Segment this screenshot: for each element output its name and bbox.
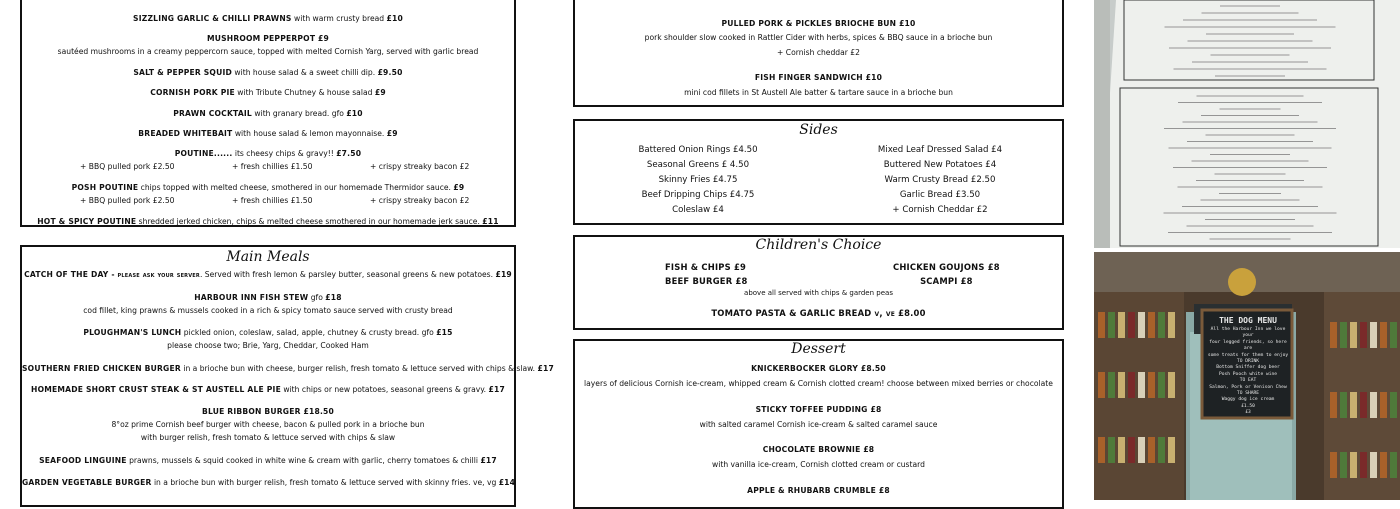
bottle	[1108, 372, 1115, 398]
bottle	[1158, 372, 1165, 398]
menu-item	[22, 407, 514, 417]
bottle	[1330, 392, 1337, 418]
board-line: TO SHARE	[1236, 391, 1260, 397]
item-name: PULLED PORK & PICKLES BRIOCHE BUN £10	[721, 19, 916, 28]
bottle	[1168, 312, 1175, 338]
bottle	[1138, 437, 1145, 463]
menu-item	[22, 270, 514, 280]
menu-item	[22, 129, 514, 139]
item-desc: with granary bread. gfo	[251, 109, 347, 118]
bottle	[1370, 392, 1377, 418]
list-item: Seasonal Greens £ 4.50	[646, 160, 750, 170]
bottle	[1340, 392, 1347, 418]
childrens-left-column	[665, 260, 748, 288]
bottle	[1390, 322, 1397, 348]
menu-item	[575, 486, 1062, 496]
option-item: + crispy streaky bacon £2	[370, 162, 470, 171]
bottle	[1360, 322, 1367, 348]
menu-item	[575, 445, 1062, 455]
bottle	[1138, 312, 1145, 338]
bottle	[1108, 312, 1115, 338]
dessert-title: Dessert	[791, 341, 846, 357]
menu-item	[22, 364, 554, 374]
menu-item	[22, 183, 514, 193]
bottle	[1148, 437, 1155, 463]
item-price: £9	[453, 183, 465, 192]
board-line: TO EAT	[1239, 378, 1257, 384]
item-desc: its cheesy chips & gravy!!	[232, 149, 337, 158]
list-item: SCAMPI £8	[920, 276, 973, 286]
menu-item	[22, 456, 514, 466]
item-desc: shredded jerked chicken, chips & melted cheese smothered in our homemade jerk sauce.	[136, 217, 483, 226]
item-desc: with house salad & lemon mayonnaise.	[232, 129, 387, 138]
item-desc: pickled onion, coleslaw, salad, apple, chutney & crusty bread. gfo	[181, 328, 437, 337]
menu-item	[575, 405, 1062, 415]
item-price: £11	[482, 217, 499, 226]
bottle	[1380, 392, 1387, 418]
item-name: SALT & PEPPER SQUID	[133, 68, 232, 77]
bottle	[1350, 322, 1357, 348]
menu-item	[22, 68, 514, 78]
bottle	[1108, 437, 1115, 463]
item-name: PRAWN COCKTAIL	[173, 109, 252, 118]
item-price: £19	[495, 270, 512, 279]
bottle	[1118, 437, 1125, 463]
item-name: FISH FINGER SANDWICH £10	[754, 73, 883, 82]
item-name: KNICKERBOCKER GLORY £8.50	[751, 364, 886, 373]
list-item: CHICKEN GOUJONS £8	[893, 262, 1000, 272]
board-line: All the Harbour Inn we love your	[1210, 327, 1286, 339]
item-price: £14	[498, 478, 516, 487]
bottle	[1158, 312, 1165, 338]
list-item: Skinny Fries £4.75	[658, 175, 738, 185]
bottle	[1158, 437, 1165, 463]
item-name: SOUTHERN FRIED CHICKEN BURGER	[22, 364, 181, 373]
list-item: Battered Onion Rings £4.50	[638, 145, 758, 155]
sides-left-column	[633, 143, 763, 218]
bottle	[1370, 322, 1377, 348]
menu-item	[22, 385, 514, 395]
board-price: £1.50	[1241, 403, 1255, 409]
item-name: SEAFOOD LINGUINE	[39, 456, 127, 465]
item-name: POUTINE......	[174, 149, 233, 158]
item-price: £7.50	[336, 149, 362, 158]
list-item: BEEF BURGER £8	[665, 276, 748, 286]
menu-item	[575, 73, 1062, 83]
item-description: with vanilla ice-cream, Cornish clotted cream or custard	[712, 460, 925, 469]
item-price: £10	[346, 109, 363, 118]
bottle	[1098, 437, 1105, 463]
childrens-extra: TOMATO PASTA & GARLIC BREAD v, ve £8.00	[711, 308, 926, 318]
item-name: CATCH OF THE DAY - please ask your server	[24, 270, 200, 279]
childrens-right-column	[893, 260, 1000, 288]
menu-item	[22, 478, 514, 488]
bottle	[1098, 312, 1105, 338]
bottle	[1340, 452, 1347, 478]
list-item: Buttered New Potatoes £4	[883, 160, 997, 170]
menu-sheet-photo	[1094, 0, 1400, 248]
board-line: Salmon, Pork or Venison Chew	[1209, 384, 1287, 390]
item-name: PLOUGHMAN'S LUNCH	[83, 328, 182, 337]
item-name: STICKY TOFFEE PUDDING £8	[755, 405, 882, 414]
item-description: + Cornish cheddar £2	[777, 48, 860, 57]
item-name: APPLE & RHUBARB CRUMBLE £8	[747, 486, 890, 495]
board-line: Posh Pooch white wine	[1218, 371, 1278, 377]
bottle	[1148, 312, 1155, 338]
board-line: some treats for them to enjoy	[1207, 352, 1289, 358]
menu-item	[22, 217, 514, 227]
childrens-note: above all served with chips & garden peas	[744, 289, 893, 297]
item-desc: gfo	[308, 293, 326, 302]
item-description: cod fillet, king prawns & mussels cooked in a rich & spicy tomato sauce served with crusty bread	[83, 306, 453, 315]
dog-menu-lines	[1206, 327, 1290, 417]
sides-title: Sides	[799, 122, 838, 138]
menu-item	[575, 19, 1062, 29]
item-desc: with Tribute Chutney & house salad	[234, 88, 375, 97]
menu-item	[22, 34, 514, 44]
bottle	[1330, 452, 1337, 478]
item-description: with burger relish, fresh tomato & lettuce served with chips & slaw	[140, 433, 396, 442]
option-item: + crispy streaky bacon £2	[370, 196, 470, 205]
bottle	[1168, 372, 1175, 398]
item-desc: chips topped with melted cheese, smothered in our homemade Thermidor sauce.	[138, 183, 454, 192]
sandwiches-panel	[573, 0, 1064, 107]
item-description: 8°oz prime Cornish beef burger with cheese, bacon & pulled pork in a brioche bun	[111, 420, 425, 429]
main-meals-title: Main Meals	[226, 249, 310, 265]
item-description: please choose two; Brie, Yarg, Cheddar, Cooked Ham	[167, 341, 369, 350]
menu-item	[22, 328, 514, 338]
board-line: Waggy dog ice cream	[1221, 397, 1275, 403]
bottle	[1350, 452, 1357, 478]
option-item: + fresh chillies £1.50	[232, 196, 313, 205]
item-name: CHOCOLATE BROWNIE £8	[762, 445, 875, 454]
list-item: FISH & CHIPS £9	[665, 262, 747, 272]
menu-item	[22, 293, 514, 303]
bottle	[1380, 322, 1387, 348]
bottle	[1138, 372, 1145, 398]
item-name: HOMEMADE SHORT CRUST STEAK & ST AUSTELL ALE PIE	[31, 385, 281, 394]
item-desc: with house salad & a sweet chilli dip.	[231, 68, 378, 77]
item-name: CORNISH PORK PIE	[150, 88, 235, 97]
item-price: £9	[386, 129, 398, 138]
item-desc: with warm crusty bread	[291, 14, 387, 23]
item-name: BLUE RIBBON BURGER £18.50	[201, 407, 335, 416]
item-name: HOT & SPICY POUTINE	[37, 217, 137, 226]
item-price: £18	[325, 293, 342, 302]
bottle	[1350, 392, 1357, 418]
item-name: POSH POUTINE	[71, 183, 139, 192]
item-price: £15	[436, 328, 453, 337]
bottle	[1340, 322, 1347, 348]
bottle	[1148, 372, 1155, 398]
item-price: £17	[488, 385, 505, 394]
item-description: layers of delicious Cornish ice-cream, whipped cream & Cornish clotted cream! choose between mixed berries or chocolate	[584, 379, 1053, 388]
bottle	[1168, 437, 1175, 463]
item-description: sautéed mushrooms in a creamy peppercorn sauce, topped with melted Cornish Yarg, served with garlic bread	[57, 47, 479, 56]
item-name: HARBOUR INN FISH STEW	[194, 293, 309, 302]
option-item: + BBQ pulled pork £2.50	[80, 162, 175, 171]
menu-item	[22, 109, 514, 119]
bottle	[1118, 312, 1125, 338]
list-item: Garlic Bread £3.50	[899, 190, 981, 200]
list-item: Coleslaw £4	[672, 205, 724, 215]
bottle	[1390, 392, 1397, 418]
item-price: £17	[537, 364, 554, 373]
bottle	[1360, 392, 1367, 418]
item-name: SIZZLING GARLIC & CHILLI PRAWNS	[133, 14, 292, 23]
childrens-title: Children's Choice	[755, 237, 882, 253]
item-price: £10	[386, 14, 403, 23]
bottle	[1360, 452, 1367, 478]
list-item: Beef Dripping Chips £4.75	[641, 190, 755, 200]
item-desc: . Served with fresh lemon & parsley butter, seasonal greens & new potatoes.	[199, 270, 496, 279]
item-description: mini cod fillets in St Austell Ale batter & tartare sauce in a brioche bun	[684, 88, 953, 97]
item-desc: in a brioche bun with cheese, burger relish, fresh tomato & lettuce served with chips & slaw.	[180, 364, 538, 373]
board-line: Bottom Sniffer dog beer	[1216, 365, 1280, 371]
childrens-panel	[573, 235, 1064, 330]
list-item: + Cornish Cheddar £2	[892, 205, 988, 215]
starters-panel	[20, 0, 516, 227]
dog-menu-board	[1206, 314, 1290, 416]
board-price: £3	[1245, 410, 1251, 416]
bottle	[1098, 372, 1105, 398]
dessert-panel	[573, 339, 1064, 509]
item-name: BREADED WHITEBAIT	[138, 129, 233, 138]
bottle	[1118, 372, 1125, 398]
sides-panel	[573, 119, 1064, 225]
item-desc: with chips or new potatoes, seasonal greens & gravy.	[280, 385, 489, 394]
item-price: £17	[480, 456, 497, 465]
item-name: GARDEN VEGETABLE BURGER	[22, 478, 152, 487]
option-item: + fresh chillies £1.50	[232, 162, 313, 171]
bottle	[1370, 452, 1377, 478]
sides-right-column	[875, 143, 1005, 218]
option-row	[22, 162, 514, 172]
board-line: four legged friends, so here are	[1209, 339, 1287, 352]
menu-item	[22, 14, 514, 24]
menu-item	[575, 364, 1062, 374]
bottle	[1380, 452, 1387, 478]
list-item: Warm Crusty Bread £2.50	[884, 175, 996, 185]
option-item: + BBQ pulled pork £2.50	[80, 196, 175, 205]
option-row	[22, 196, 514, 206]
bar-photo	[1094, 252, 1400, 500]
bottle	[1390, 452, 1397, 478]
item-price: £9.50	[377, 68, 403, 77]
item-desc: prawns, mussels & squid cooked in white wine & cream with garlic, cherry tomatoes & chilli	[126, 456, 481, 465]
item-description: pork shoulder slow cooked in Rattler Cider with herbs, spices & BBQ sauce in a brioche bun	[644, 33, 993, 42]
dog-menu-title: THE DOG MENU	[1219, 316, 1277, 325]
item-description: with salted caramel Cornish ice-cream & salted caramel sauce	[699, 420, 938, 429]
menu-sheet-image	[1094, 0, 1400, 248]
item-price: £9	[374, 88, 386, 97]
bottle	[1128, 312, 1135, 338]
bottle	[1128, 372, 1135, 398]
bottle	[1128, 437, 1135, 463]
list-item: Mixed Leaf Dressed Salad £4	[877, 145, 1003, 155]
board-line: TO DRINK	[1236, 359, 1260, 365]
menu-item	[22, 149, 514, 159]
menu-item	[22, 88, 514, 98]
bottle	[1330, 322, 1337, 348]
item-desc: in a brioche bun with burger relish, fresh tomato & lettuce served with skinny fries. ve, vg	[151, 478, 499, 487]
item-name: MUSHROOM PEPPERPOT £9	[206, 34, 330, 43]
main-meals-panel	[20, 245, 554, 507]
